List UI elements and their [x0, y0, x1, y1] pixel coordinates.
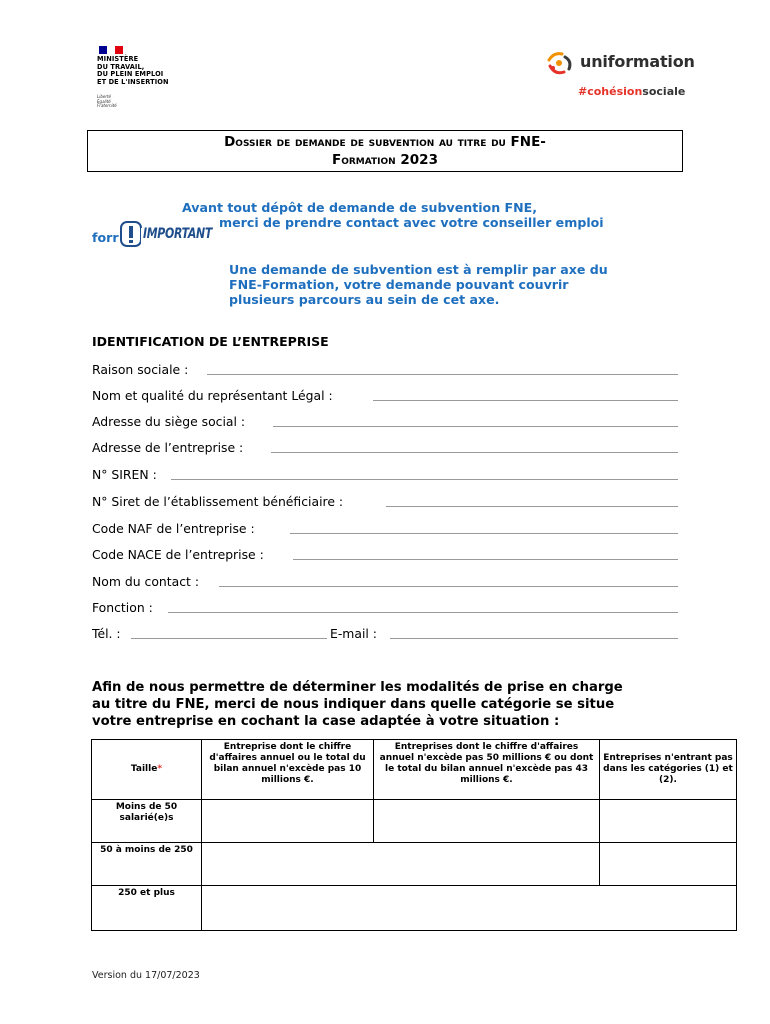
- input-naf[interactable]: [290, 533, 678, 534]
- french-flag-icon: [99, 46, 123, 54]
- input-representant[interactable]: [373, 400, 678, 401]
- notice-fragment: forr: [92, 230, 119, 245]
- row-label-1: Moins de 50 salarié(e)s: [92, 800, 202, 843]
- category-table: [91, 739, 737, 931]
- ministry-motto: [97, 95, 117, 109]
- identification-title: IDENTIFICATION DE L’ENTREPRISE: [92, 334, 329, 349]
- input-email[interactable]: [390, 638, 678, 639]
- label-representant: Nom et qualité du représentant Légal :: [92, 388, 333, 403]
- checkbox-cell-2-3[interactable]: [600, 843, 737, 886]
- label-siege: Adresse du siège social :: [92, 414, 246, 429]
- input-contact[interactable]: [219, 586, 678, 587]
- required-mark: *: [157, 764, 163, 774]
- header-col1: Entreprise dont le chiffre d'affaires annuel ou le total du bilan annuel n'excède pas 10 millions €.: [202, 740, 374, 800]
- input-raison-sociale[interactable]: [207, 374, 678, 375]
- input-siren[interactable]: [171, 479, 678, 480]
- input-fonction[interactable]: [168, 612, 678, 613]
- instructions-paragraph: [92, 679, 692, 730]
- table-row: [92, 800, 737, 843]
- header-col2: Entreprises dont le chiffre d'affaires annuel n'excède pas 50 millions € ou dont le total du bilan annuel n'excède pas 43 millions €.: [374, 740, 600, 800]
- input-siege[interactable]: [273, 426, 678, 427]
- label-adresse: Adresse de l’entreprise :: [92, 440, 244, 455]
- instructions-line: Afin de nous permettre de déterminer les modalités de prise en charge: [92, 680, 623, 695]
- instructions-line: au titre du FNE, merci de nous indiquer dans quelle catégorie se situe: [92, 697, 615, 712]
- document-title: [87, 130, 683, 172]
- input-adresse[interactable]: [271, 452, 678, 453]
- label-nace: Code NACE de l’entreprise :: [92, 547, 264, 562]
- label-email: E-mail :: [330, 626, 377, 641]
- table-header-row: [92, 740, 737, 800]
- table-row: [92, 843, 737, 886]
- label-siret: N° Siret de l’établissement bénéficiaire :: [92, 494, 344, 509]
- title-line-2: Formation 2023: [332, 152, 438, 168]
- input-tel[interactable]: [131, 638, 327, 639]
- row-label-2: 50 à moins de 250: [92, 843, 202, 886]
- axe-line-1: Une demande de subvention est à remplir par axe du: [229, 262, 608, 277]
- label-naf: Code NAF de l’entreprise :: [92, 521, 255, 536]
- ministry-logo-text: [97, 56, 169, 86]
- label-raison-sociale: Raison sociale :: [92, 362, 189, 377]
- checkbox-cell-3[interactable]: [202, 886, 737, 931]
- cohesion-sociale-tag: [578, 85, 685, 98]
- label-tel: Tél. :: [92, 626, 121, 641]
- axe-line-2: FNE-Formation, votre demande pouvant couvrir: [229, 277, 569, 292]
- label-contact: Nom du contact :: [92, 574, 199, 589]
- uniformation-logo-icon: [545, 48, 577, 78]
- table-row: [92, 886, 737, 931]
- motto-line: Fraternité: [97, 103, 117, 109]
- ministry-line: DU PLEIN EMPLOI: [97, 70, 164, 79]
- important-label: IMPORTANT: [143, 226, 212, 242]
- ministry-line: ET DE L'INSERTION: [97, 77, 169, 86]
- notice-line-2: merci de prendre contact avec votre conseiller emploi: [219, 215, 604, 230]
- version-footer: Version du 17/07/2023: [92, 970, 200, 981]
- notice-line-1: Avant tout dépôt de demande de subvention FNE,: [182, 200, 538, 215]
- axe-line-3: plusieurs parcours au sein de cet axe.: [229, 292, 500, 307]
- header-taille: [92, 740, 202, 800]
- taille-label: Taille: [130, 764, 158, 774]
- tag-dark: sociale: [642, 85, 686, 98]
- label-siren: N° SIREN :: [92, 467, 157, 482]
- checkbox-cell-1-3[interactable]: [600, 800, 737, 843]
- instructions-line: votre entreprise en cochant la case adaptée à votre situation :: [92, 714, 560, 729]
- input-nace[interactable]: [293, 559, 678, 560]
- row-label-3: 250 et plus: [92, 886, 202, 931]
- motto-line: Liberté: [97, 94, 112, 99]
- checkbox-cell-1-1[interactable]: [202, 800, 374, 843]
- tag-red: #cohésion: [578, 85, 643, 98]
- checkbox-cell-2-12[interactable]: [202, 843, 600, 886]
- input-siret[interactable]: [386, 506, 678, 507]
- title-line-1: Dossier de demande de subvention au titre du FNE-: [224, 134, 546, 150]
- ministry-line: DU TRAVAIL,: [97, 62, 145, 71]
- motto-line: Égalité: [97, 98, 111, 104]
- header-col3: Entreprises n'entrant pas dans les catégories (1) et (2).: [600, 740, 737, 800]
- ministry-line: MINISTÈRE: [97, 55, 139, 63]
- uniformation-name: uniformation: [580, 52, 695, 71]
- checkbox-cell-1-2[interactable]: [374, 800, 600, 843]
- label-fonction: Fonction :: [92, 600, 153, 615]
